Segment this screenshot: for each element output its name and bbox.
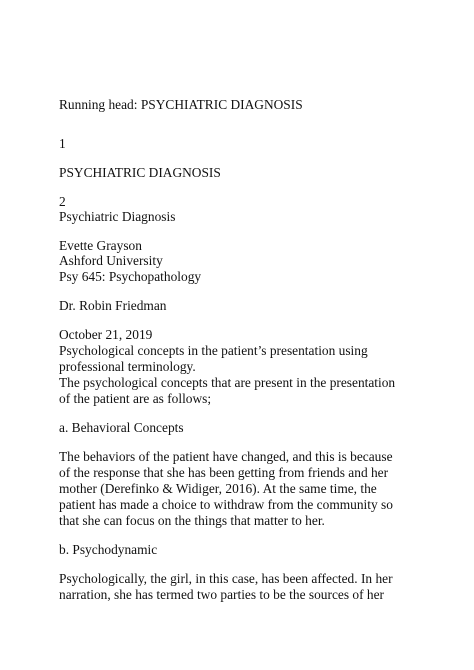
course-name: Psy 645: Psychopathology bbox=[59, 269, 202, 284]
document-title: Psychiatric Diagnosis bbox=[59, 209, 176, 224]
body-text: mother (Derefinko & Widiger, 2016). At the same time, the bbox=[59, 481, 377, 496]
body-text: professional terminology. bbox=[59, 359, 196, 374]
page-number: 2 bbox=[59, 194, 66, 209]
body-text: Psychological concepts in the patient’s presentation using bbox=[59, 343, 368, 358]
section-heading: a. Behavioral Concepts bbox=[59, 420, 184, 435]
running-head: Running head: PSYCHIATRIC DIAGNOSIS bbox=[59, 97, 303, 112]
body-text: of the response that she has been getting from friends and her bbox=[59, 465, 389, 480]
author-name: Evette Grayson bbox=[59, 238, 142, 253]
page-header: PSYCHIATRIC DIAGNOSIS bbox=[59, 165, 221, 180]
body-text: The behaviors of the patient have changed, and this is because bbox=[59, 449, 393, 464]
body-text: patient has made a choice to withdraw from the community so bbox=[59, 497, 393, 512]
body-text: Psychologically, the girl, in this case, has been affected. In her bbox=[59, 571, 393, 586]
body-text: that she can focus on the things that matter to her. bbox=[59, 513, 325, 528]
page-number: 1 bbox=[59, 136, 66, 151]
instructor-name: Dr. Robin Friedman bbox=[59, 298, 167, 313]
institution: Ashford University bbox=[59, 253, 163, 268]
body-text: of the patient are as follows; bbox=[59, 391, 212, 406]
section-heading: b. Psychodynamic bbox=[59, 542, 158, 557]
body-text: The psychological concepts that are present in the presentation bbox=[59, 375, 396, 390]
body-text: narration, she has termed two parties to be the sources of her bbox=[59, 587, 384, 602]
date: October 21, 2019 bbox=[59, 327, 153, 342]
